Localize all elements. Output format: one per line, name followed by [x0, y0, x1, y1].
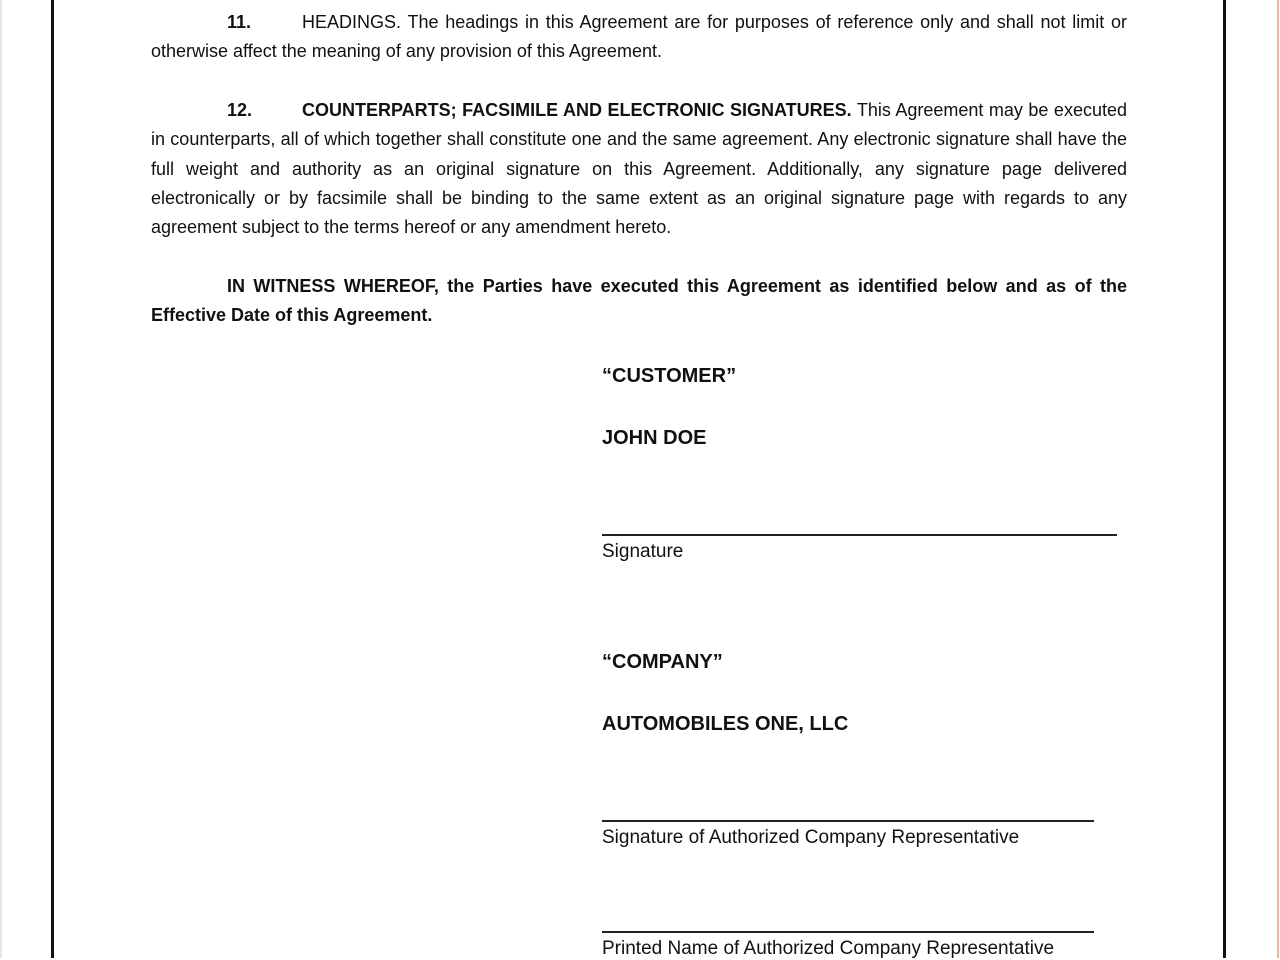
company-signature-caption: Signature of Authorized Company Representative [602, 827, 1020, 848]
section-heading: HEADINGS [302, 12, 397, 32]
section-12 [151, 96, 1127, 242]
section-text: This Agreement may be executed in counterparts, all of which together shall constitute one and the same agreement. Any electronic signature shall have the full weight and authority as an original signature on this Agreement. Additionally, any signature page delivered electronically or by facsimile shall be binding to the same extent as an original signature page with regards to any agreement subject to the terms hereof or any amendment hereto. [151, 100, 1127, 238]
page-edge-left [0, 0, 2, 958]
customer-name: JOHN DOE [602, 427, 707, 449]
company-label: “COMPANY” [602, 651, 723, 673]
page-border-right [1223, 0, 1226, 958]
section-heading: COUNTERPARTS; FACSIMILE AND ELECTRONIC SIGNATURES. [302, 100, 852, 120]
customer-signature-caption: Signature [602, 541, 684, 562]
company-printed-name-line[interactable] [602, 931, 1094, 933]
page-edge-right [1277, 0, 1279, 958]
company-name: AUTOMOBILES ONE, LLC [602, 713, 849, 735]
section-number: 11. [227, 12, 252, 32]
witness-clause [151, 272, 1127, 331]
section-11 [151, 8, 1127, 67]
customer-label: “CUSTOMER” [602, 365, 737, 387]
witness-text: IN WITNESS WHEREOF, the Parties have executed this Agreement as identified below and as of the Effective Date of this Agreement. [151, 276, 1127, 326]
customer-signature-line[interactable] [602, 534, 1117, 536]
page-border-left [51, 0, 54, 958]
section-number: 12. [227, 100, 253, 120]
company-printed-name-caption: Printed Name of Authorized Company Representative [602, 938, 1055, 959]
company-signature-line[interactable] [602, 820, 1094, 822]
section-text: . The headings in this Agreement are for purposes of reference only and shall not limit or otherwise affect the meaning of any provision of this Agreement. [151, 12, 1127, 62]
